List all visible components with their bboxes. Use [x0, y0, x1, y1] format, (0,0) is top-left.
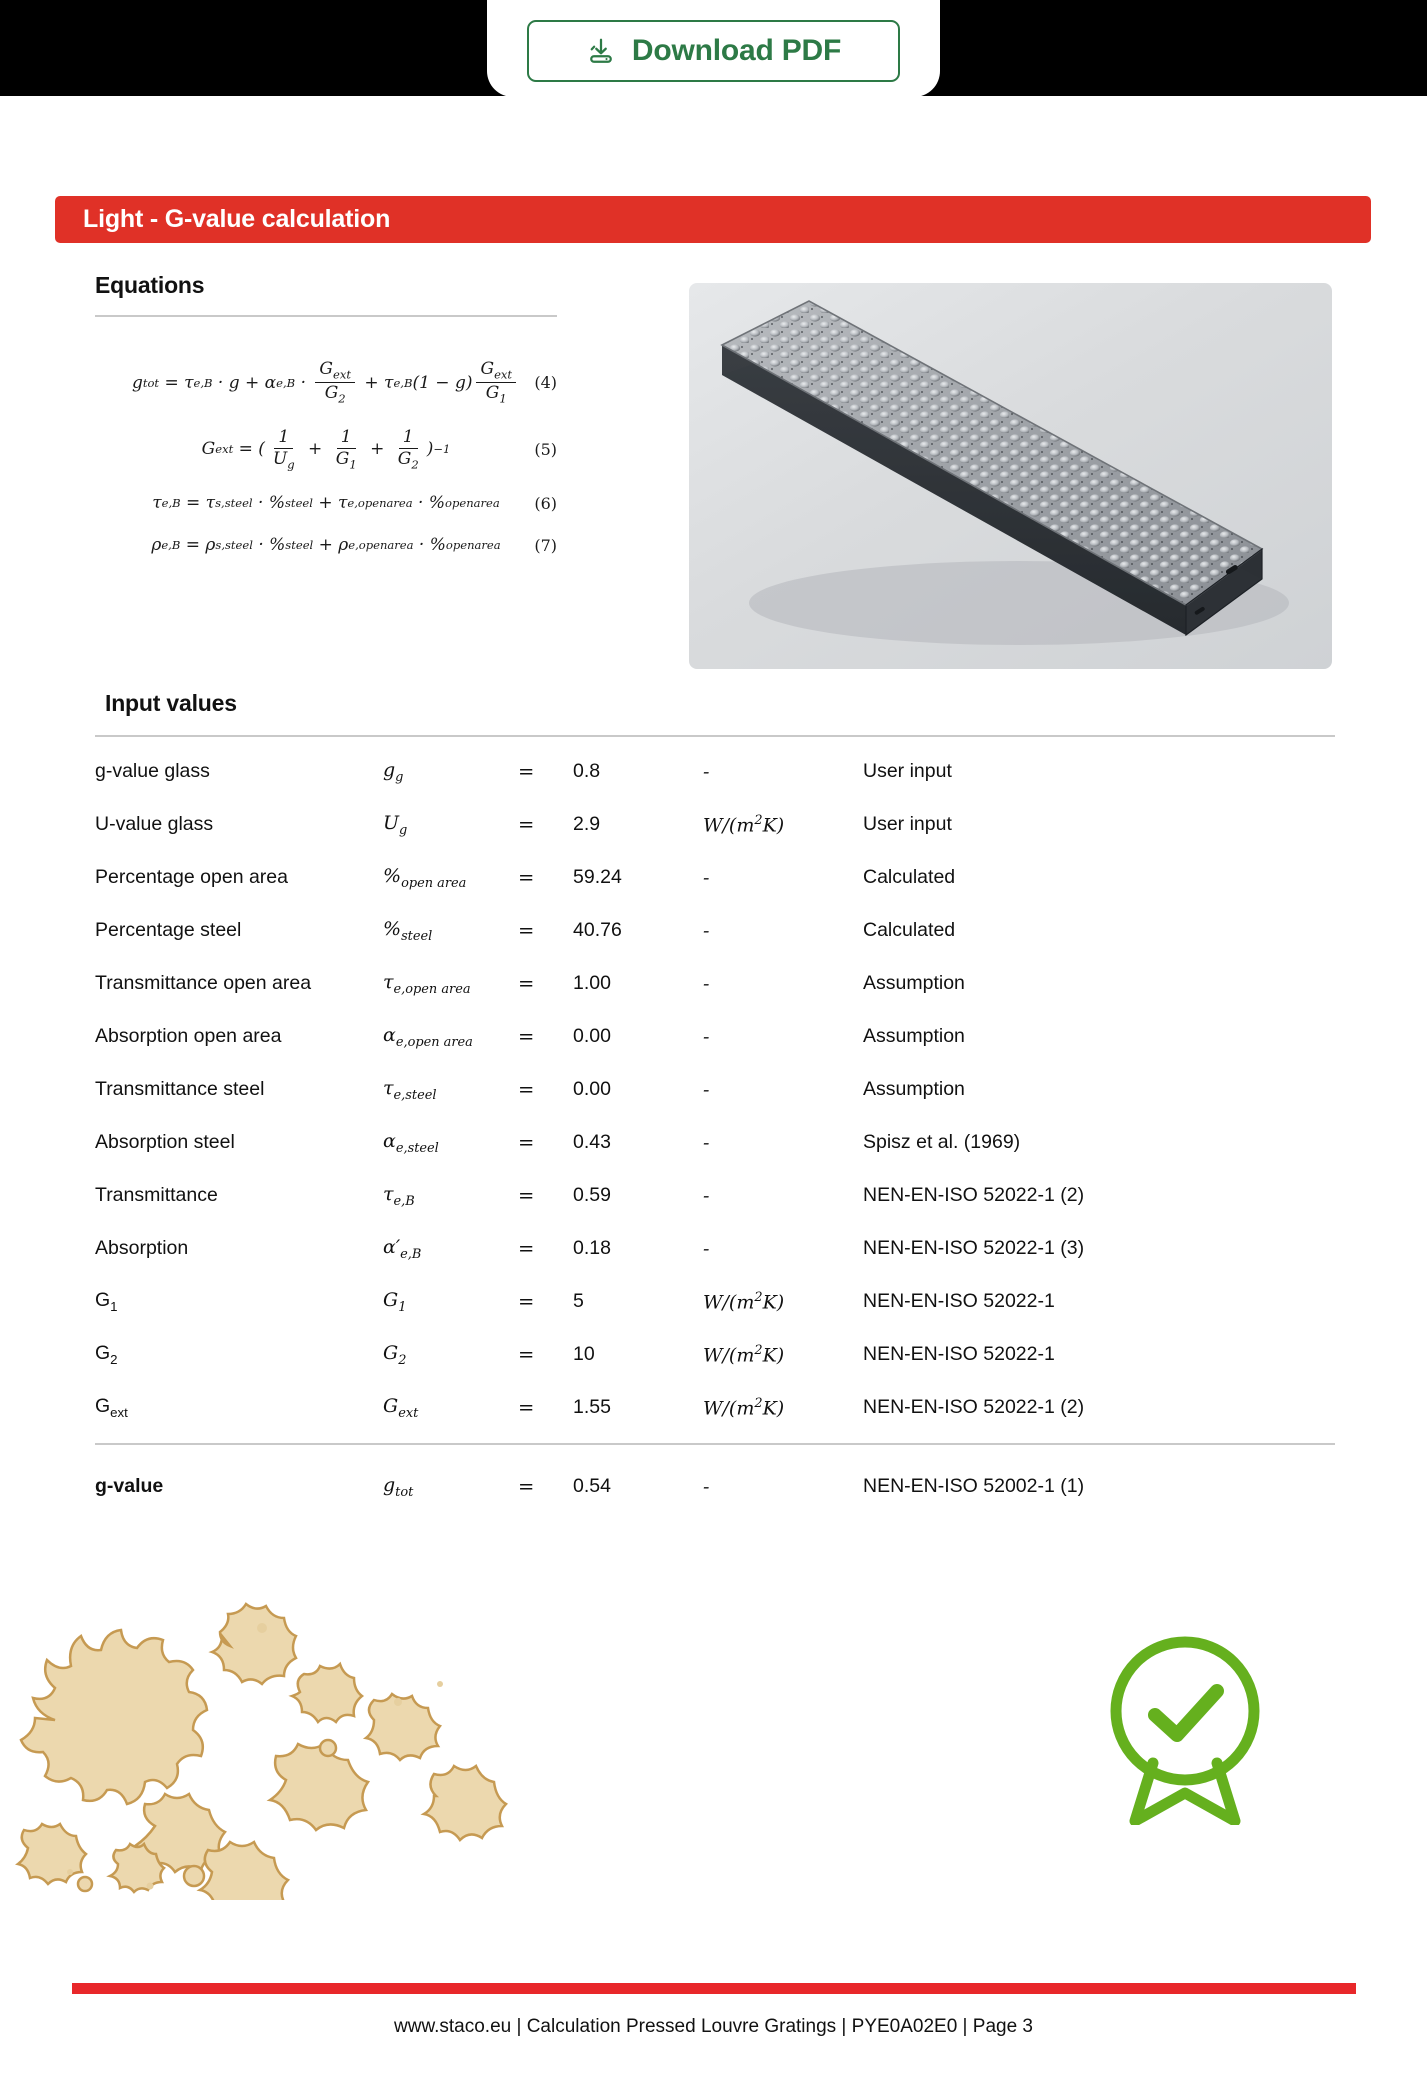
equation-6-number: (6): [534, 493, 557, 513]
table-row: [95, 1328, 1340, 1381]
total-source: NEN-EN-ISO 52002-1 (1): [863, 1475, 1085, 1497]
row-equals: =: [518, 1343, 535, 1366]
row-label: Absorption open area: [95, 1025, 282, 1047]
total-value: 0.54: [573, 1475, 611, 1497]
table-row: [95, 1222, 1340, 1275]
equation-4-number: (4): [534, 373, 557, 393]
row-symbol: $g_g$: [383, 758, 404, 785]
row-unit: -: [703, 1237, 710, 1260]
row-symbol: $\tau_{e,open area}$: [383, 970, 471, 997]
row-value: 2.9: [573, 813, 601, 835]
table-row-total: [95, 1460, 1340, 1513]
row-value: 0.00: [573, 1078, 611, 1100]
table-row: [95, 745, 1340, 798]
row-equals: =: [518, 919, 535, 942]
table-row: [95, 851, 1340, 904]
total-unit: -: [703, 1475, 710, 1498]
row-source: Calculated: [863, 919, 956, 941]
row-symbol: $\alpha'_{e,B}$: [383, 1235, 422, 1262]
equation-5: [95, 428, 557, 471]
row-symbol: $U_g$: [383, 811, 408, 838]
row-symbol: $G_1$: [383, 1288, 407, 1315]
row-equals: =: [518, 1237, 535, 1260]
row-equals: =: [518, 813, 535, 836]
row-source: Assumption: [863, 972, 965, 994]
row-source: Assumption: [863, 1025, 965, 1047]
coffee-stain-splatter: [0, 1600, 520, 1900]
row-equals: =: [518, 1396, 535, 1419]
total-equals: =: [518, 1475, 535, 1498]
row-value: 1.55: [573, 1396, 611, 1418]
row-equals: =: [518, 1025, 535, 1048]
table-row: [95, 1116, 1340, 1169]
row-label: $G_1$: [95, 1289, 118, 1314]
row-value: 1.00: [573, 972, 611, 994]
row-symbol: $\alpha_{e,open area}$: [383, 1023, 473, 1050]
row-label: Transmittance: [95, 1184, 218, 1206]
row-label: $G_2$: [95, 1342, 118, 1367]
equations-list: [95, 360, 557, 577]
equations-heading: Equations: [95, 272, 205, 298]
row-equals: =: [518, 760, 535, 783]
download-pdf-label: Download PDF: [631, 34, 842, 67]
table-row: [95, 957, 1340, 1010]
equation-7-body: ρ e,B = ρ s,steel · % steel + ρ e,openarea · % openarea: [151, 535, 501, 556]
table-row: [95, 798, 1340, 851]
row-label: Absorption: [95, 1237, 189, 1259]
row-label: Transmittance steel: [95, 1078, 265, 1100]
table-row: [95, 1063, 1340, 1116]
row-symbol: $\%_{steel}$: [383, 917, 433, 944]
equation-5-number: (5): [534, 439, 557, 459]
row-symbol: $\%_{open area}$: [383, 864, 467, 891]
row-unit: -: [703, 1184, 710, 1207]
row-unit: -: [703, 1025, 710, 1048]
row-value: 10: [573, 1343, 595, 1365]
g-value-total-row: [95, 1460, 1340, 1513]
quality-check-badge-icon: [1095, 1625, 1275, 1825]
row-label: $G_{ext}$: [95, 1395, 128, 1420]
row-unit: -: [703, 972, 710, 995]
row-value: 0.43: [573, 1131, 611, 1153]
row-label: g-value glass: [95, 760, 210, 782]
row-equals: =: [518, 972, 535, 995]
row-equals: =: [518, 866, 535, 889]
row-source: NEN-EN-ISO 52022-1: [863, 1290, 1055, 1312]
equation-7: [95, 535, 557, 555]
row-symbol: $G_2$: [383, 1341, 407, 1368]
row-value: 0.59: [573, 1184, 611, 1206]
footer-text: www.staco.eu | Calculation Pressed Louvre Gratings | PYE0A02E0 | Page 3: [394, 2016, 1033, 2037]
download-pdf-button[interactable]: [527, 20, 900, 82]
row-source: NEN-EN-ISO 52022-1 (2): [863, 1184, 1085, 1206]
row-unit: $W/(m^2K)$: [703, 1395, 785, 1420]
table-row: [95, 1169, 1340, 1222]
row-source: Assumption: [863, 1078, 965, 1100]
row-source: NEN-EN-ISO 52022-1 (2): [863, 1396, 1085, 1418]
row-unit: $W/(m^2K)$: [703, 812, 785, 837]
row-source: User input: [863, 760, 952, 782]
row-equals: =: [518, 1078, 535, 1101]
row-value: 40.76: [573, 919, 622, 941]
row-value: 5: [573, 1290, 584, 1312]
row-value: 0.8: [573, 760, 601, 782]
table-row: [95, 1381, 1340, 1434]
row-label: Percentage open area: [95, 866, 288, 888]
row-value: 0.18: [573, 1237, 611, 1259]
row-value: 59.24: [573, 866, 622, 888]
section-header-title: Light - G-value calculation: [83, 205, 391, 233]
row-symbol: $\alpha_{e,steel}$: [383, 1129, 439, 1156]
row-unit: -: [703, 919, 710, 942]
equation-6-body: τ e,B = τ s,steel · % steel + τ e,openarea · % openarea: [152, 493, 500, 514]
table-row: [95, 1010, 1340, 1063]
row-equals: =: [518, 1184, 535, 1207]
equation-4-body: g tot = τ e,B · g + α e,B · $\frac{G_{ext}}{G_2}$ + τ e,B (1 − g) $\frac{G_{ext}}{G_1}$: [132, 360, 520, 406]
row-source: Spisz et al. (1969): [863, 1131, 1021, 1153]
equation-7-number: (7): [534, 535, 557, 555]
row-unit: $W/(m^2K)$: [703, 1289, 785, 1314]
row-value: 0.00: [573, 1025, 611, 1047]
total-row-divider: [95, 1443, 1335, 1445]
download-icon: [586, 36, 616, 66]
total-label: g-value: [95, 1475, 164, 1497]
row-source: NEN-EN-ISO 52022-1 (3): [863, 1237, 1085, 1259]
input-values-divider: [95, 735, 1335, 737]
footer-rule: [72, 1983, 1356, 1994]
equation-5-body: G ext = ( $\frac{1}{U_g}$ + $\frac{1}{G_1}$ + $\frac{1}{G_2}$ ) −1: [201, 426, 451, 472]
input-values-table: [95, 745, 1340, 1434]
row-unit: $W/(m^2K)$: [703, 1342, 785, 1367]
row-unit: -: [703, 1078, 710, 1101]
total-symbol: $g_{tot}$: [383, 1473, 414, 1500]
row-source: Calculated: [863, 866, 956, 888]
row-source: NEN-EN-ISO 52022-1: [863, 1343, 1055, 1365]
equation-6: [95, 493, 557, 513]
row-unit: -: [703, 760, 710, 783]
table-row: [95, 1275, 1340, 1328]
row-source: User input: [863, 813, 952, 835]
row-label: Percentage steel: [95, 919, 242, 941]
row-label: Transmittance open area: [95, 972, 312, 994]
row-symbol: $\tau_{e,steel}$: [383, 1076, 437, 1103]
row-label: Absorption steel: [95, 1131, 235, 1153]
equations-divider: [95, 315, 557, 317]
row-label: U-value glass: [95, 813, 214, 835]
row-unit: -: [703, 1131, 710, 1154]
grating-product-image: [689, 283, 1332, 669]
row-equals: =: [518, 1290, 535, 1313]
row-equals: =: [518, 1131, 535, 1154]
input-values-heading: Input values: [105, 690, 237, 716]
row-symbol: $G_{ext}$: [383, 1394, 419, 1421]
section-header: [55, 196, 1371, 243]
table-row: [95, 904, 1340, 957]
row-unit: -: [703, 866, 710, 889]
equation-4: [95, 360, 557, 406]
row-symbol: $\tau_{e,B}$: [383, 1182, 415, 1209]
